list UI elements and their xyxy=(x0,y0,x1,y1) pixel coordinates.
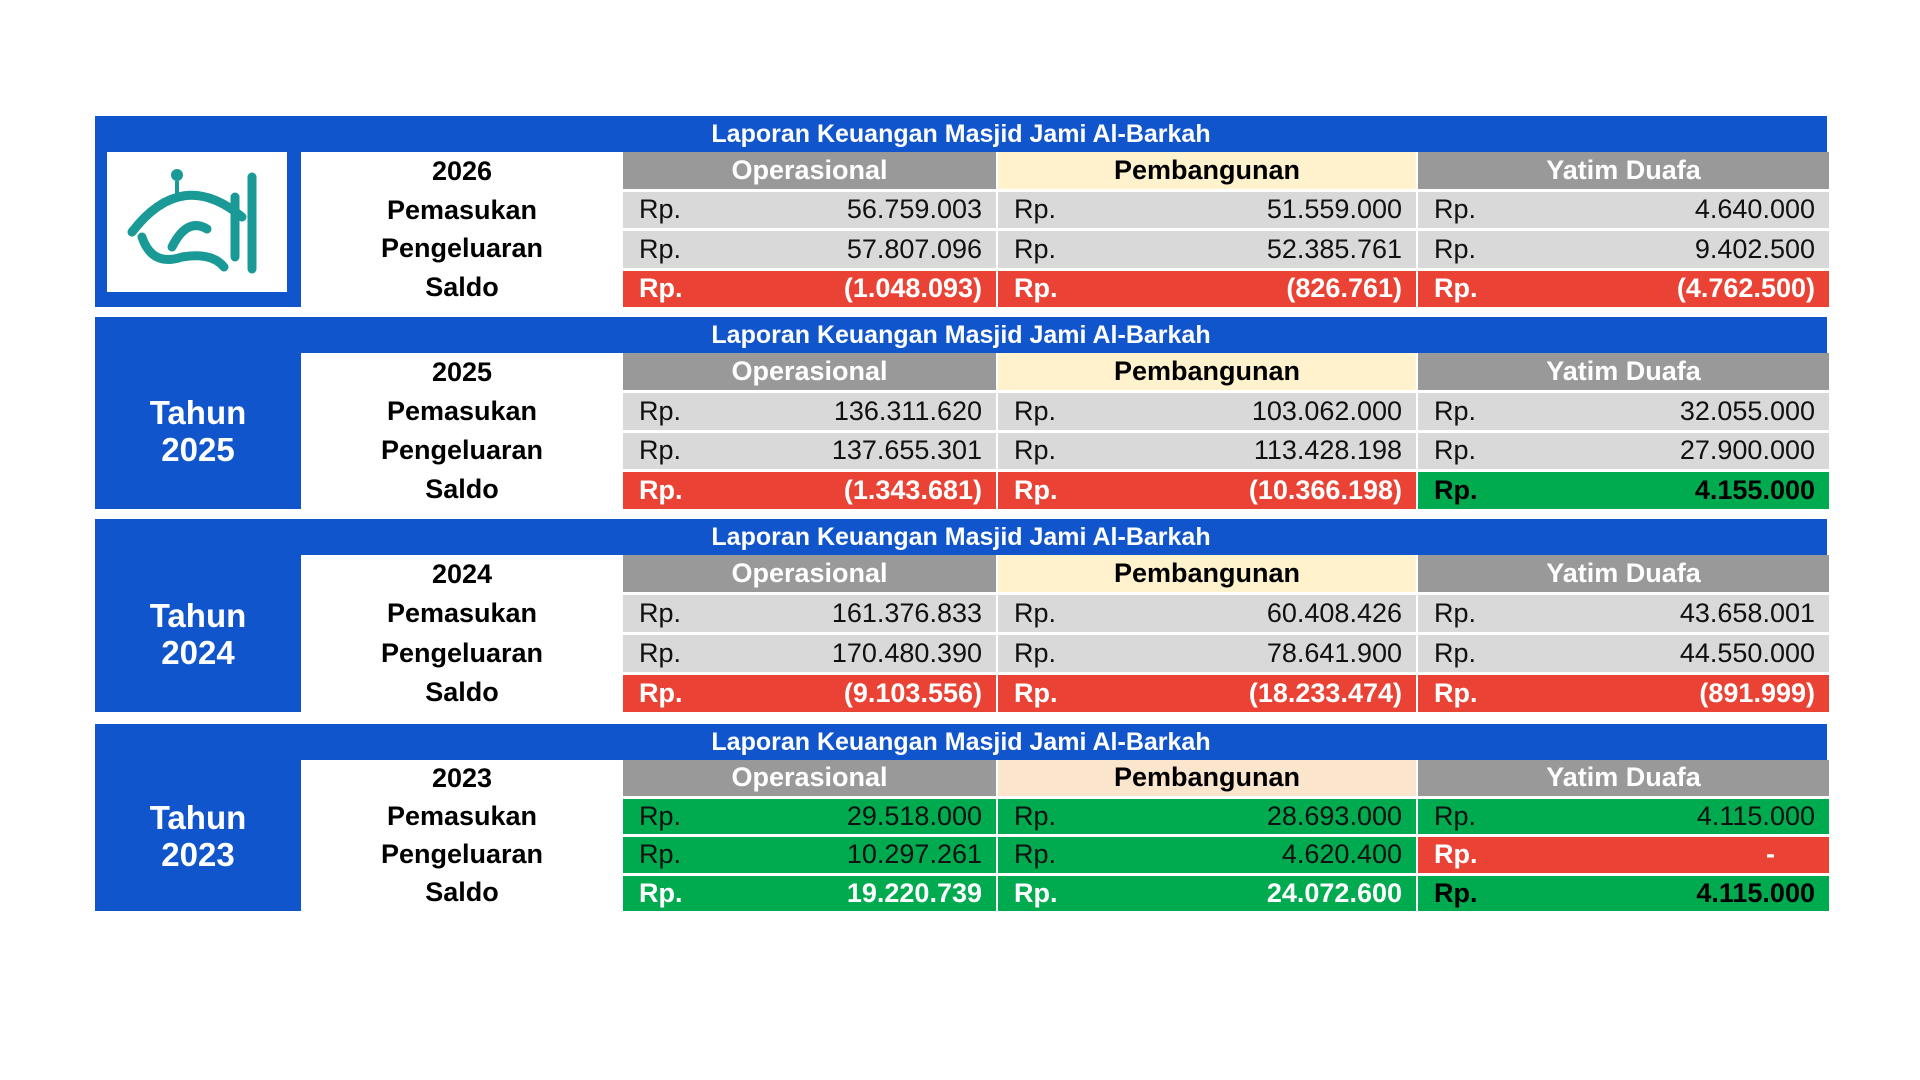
cell-pembangunan-saldo xyxy=(998,675,1416,712)
currency: Rp. xyxy=(639,678,683,708)
label-pengeluaran: Pengeluaran xyxy=(380,637,544,668)
cell-pembangunan-saldo xyxy=(998,472,1416,509)
amount: 32.055.000 xyxy=(1679,395,1815,426)
report-title: Laporan Keuangan Masjid Jami Al-Barkah xyxy=(711,120,1211,148)
cell-pembangunan-pengeluaran xyxy=(998,231,1416,268)
tahun-year: 2025 xyxy=(161,431,235,468)
amount: 28.693.000 xyxy=(1266,800,1402,831)
currency: Rp. xyxy=(639,395,682,426)
amount: 60.408.426 xyxy=(1266,598,1402,628)
amount: 29.518.000 xyxy=(846,800,982,831)
currency: Rp. xyxy=(1014,233,1057,264)
tahun-year: 2023 xyxy=(161,835,235,873)
amount: 170.480.390 xyxy=(831,638,982,668)
label-pengeluaran: Pengeluaran xyxy=(380,233,544,264)
currency: Rp. xyxy=(1014,839,1057,870)
tahun-label: Tahun xyxy=(149,394,247,431)
label-pemasukan: Pemasukan xyxy=(386,396,538,426)
currency: Rp. xyxy=(1014,395,1057,426)
label-saldo: Saldo xyxy=(425,876,499,907)
currency: Rp. xyxy=(1434,839,1478,870)
report-block-2024 xyxy=(95,519,1827,712)
cell-pembangunan-pengeluaran xyxy=(998,635,1416,672)
amount: (826.761) xyxy=(1286,273,1402,304)
currency: Rp. xyxy=(1434,598,1477,628)
amount: 9.402.500 xyxy=(1694,233,1815,264)
amount: 27.900.000 xyxy=(1679,435,1815,466)
amount: 51.559.000 xyxy=(1266,194,1402,225)
currency: Rp. xyxy=(1014,273,1058,304)
amount: 136.311.620 xyxy=(833,395,982,426)
report-block-2023 xyxy=(95,724,1827,911)
currency: Rp. xyxy=(1014,598,1057,628)
cell-operasional-pengeluaran xyxy=(623,231,996,268)
cell-operasional-pengeluaran xyxy=(623,635,996,672)
report-block-2026 xyxy=(95,116,1827,307)
cell-pembangunan-pemasukan xyxy=(998,595,1416,632)
col-header-operasional: Operasional xyxy=(623,152,996,189)
cell-yatim-pemasukan xyxy=(1418,192,1829,229)
currency: Rp. xyxy=(1434,435,1477,466)
amount: 10.297.261 xyxy=(846,839,982,870)
cell-operasional-pemasukan xyxy=(623,192,996,229)
currency: Rp. xyxy=(1434,475,1478,506)
logo xyxy=(107,152,287,292)
currency: Rp. xyxy=(639,598,682,628)
amount: 4.155.000 xyxy=(1694,475,1815,506)
amount: (9.103.556) xyxy=(843,678,982,708)
row-labels xyxy=(301,555,623,712)
col-header-operasional: Operasional xyxy=(623,760,996,796)
data-grid xyxy=(623,353,1827,509)
data-grid xyxy=(623,760,1827,911)
cell-pembangunan-saldo xyxy=(998,271,1416,308)
year-label: 2025 xyxy=(431,357,493,387)
col-header-pembangunan: Pembangunan xyxy=(998,152,1416,189)
data-grid xyxy=(623,555,1827,712)
col-header-operasional: Operasional xyxy=(623,353,996,390)
cell-yatim-pengeluaran xyxy=(1418,433,1829,470)
cell-yatim-pemasukan xyxy=(1418,595,1829,632)
cell-yatim-pengeluaran xyxy=(1418,837,1829,873)
currency: Rp. xyxy=(1014,678,1058,708)
currency: Rp. xyxy=(1014,475,1058,506)
currency: Rp. xyxy=(639,475,683,506)
year-badge xyxy=(95,760,301,911)
currency: Rp. xyxy=(639,435,682,466)
report-title: Laporan Keuangan Masjid Jami Al-Barkah xyxy=(711,523,1211,551)
currency: Rp. xyxy=(639,877,683,908)
cell-operasional-saldo xyxy=(623,271,996,308)
cell-yatim-pemasukan xyxy=(1418,799,1829,835)
currency: Rp. xyxy=(1014,800,1057,831)
amount: (10.366.198) xyxy=(1248,475,1402,506)
currency: Rp. xyxy=(1434,273,1478,304)
cell-operasional-pemasukan xyxy=(623,595,996,632)
amount: - xyxy=(1766,839,1775,870)
cell-operasional-pemasukan xyxy=(623,393,996,430)
cell-yatim-saldo xyxy=(1418,675,1829,712)
al-barakah-logo-icon xyxy=(112,157,282,287)
label-saldo: Saldo xyxy=(425,676,499,707)
currency: Rp. xyxy=(1014,194,1057,225)
currency: Rp. xyxy=(1434,800,1477,831)
report-block-2025 xyxy=(95,317,1827,509)
amount: 4.640.000 xyxy=(1694,194,1815,225)
tahun-year: 2024 xyxy=(161,633,235,671)
currency: Rp. xyxy=(639,194,682,225)
label-pemasukan: Pemasukan xyxy=(386,598,538,629)
amount: 52.385.761 xyxy=(1266,233,1402,264)
col-header-pembangunan: Pembangunan xyxy=(998,555,1416,592)
cell-yatim-pengeluaran xyxy=(1418,635,1829,672)
row-labels xyxy=(301,760,623,911)
report-title: Laporan Keuangan Masjid Jami Al-Barkah xyxy=(711,321,1211,349)
amount: 4.115.000 xyxy=(1696,877,1815,908)
data-grid xyxy=(623,152,1827,307)
cell-yatim-saldo xyxy=(1418,876,1829,912)
currency: Rp. xyxy=(1434,194,1477,225)
cell-yatim-pengeluaran xyxy=(1418,231,1829,268)
cell-operasional-saldo xyxy=(623,675,996,712)
amount: (18.233.474) xyxy=(1248,678,1402,708)
amount: 103.062.000 xyxy=(1251,395,1402,426)
cell-pembangunan-pengeluaran xyxy=(998,837,1416,873)
currency: Rp. xyxy=(639,800,682,831)
amount: (4.762.500) xyxy=(1676,273,1815,304)
year-label: 2026 xyxy=(431,155,493,186)
cell-pembangunan-pemasukan xyxy=(998,192,1416,229)
label-saldo: Saldo xyxy=(425,272,499,303)
amount: 57.807.096 xyxy=(846,233,982,264)
year-label: 2024 xyxy=(431,559,493,590)
label-saldo: Saldo xyxy=(425,474,499,504)
label-pemasukan: Pemasukan xyxy=(386,194,538,225)
amount: 4.115.000 xyxy=(1696,800,1815,831)
col-header-yatim-duafa: Yatim Duafa xyxy=(1418,353,1829,390)
amount: 56.759.003 xyxy=(846,194,982,225)
currency: Rp. xyxy=(1434,678,1478,708)
cell-pembangunan-pemasukan xyxy=(998,393,1416,430)
currency: Rp. xyxy=(1014,877,1058,908)
cell-yatim-saldo xyxy=(1418,472,1829,509)
cell-operasional-saldo xyxy=(623,876,996,912)
currency: Rp. xyxy=(639,638,682,668)
amount: (891.999) xyxy=(1699,678,1815,708)
col-header-yatim-duafa: Yatim Duafa xyxy=(1418,152,1829,189)
amount: 137.655.301 xyxy=(831,435,982,466)
year-badge xyxy=(95,353,301,509)
cell-yatim-saldo xyxy=(1418,271,1829,308)
label-pengeluaran: Pengeluaran xyxy=(380,838,544,869)
currency: Rp. xyxy=(639,273,683,304)
cell-operasional-pemasukan xyxy=(623,799,996,835)
currency: Rp. xyxy=(1434,233,1477,264)
label-pengeluaran: Pengeluaran xyxy=(380,435,544,465)
cell-yatim-pemasukan xyxy=(1418,393,1829,430)
row-labels xyxy=(301,353,623,509)
cell-pembangunan-saldo xyxy=(998,876,1416,912)
row-labels xyxy=(301,152,623,307)
currency: Rp. xyxy=(1434,638,1477,668)
currency: Rp. xyxy=(1014,435,1057,466)
col-header-pembangunan: Pembangunan xyxy=(998,760,1416,796)
cell-operasional-pengeluaran xyxy=(623,837,996,873)
cell-operasional-pengeluaran xyxy=(623,433,996,470)
amount: (1.343.681) xyxy=(843,475,982,506)
currency: Rp. xyxy=(1014,638,1057,668)
amount: 78.641.900 xyxy=(1266,638,1402,668)
cell-pembangunan-pengeluaran xyxy=(998,433,1416,470)
amount: 113.428.198 xyxy=(1253,435,1402,466)
amount: 43.658.001 xyxy=(1679,598,1815,628)
currency: Rp. xyxy=(639,233,682,264)
amount: 24.072.600 xyxy=(1266,877,1402,908)
cell-operasional-saldo xyxy=(623,472,996,509)
year-label: 2023 xyxy=(431,763,493,794)
label-pemasukan: Pemasukan xyxy=(386,801,538,832)
currency: Rp. xyxy=(639,839,682,870)
tahun-label: Tahun xyxy=(149,596,247,634)
col-header-yatim-duafa: Yatim Duafa xyxy=(1418,555,1829,592)
col-header-pembangunan: Pembangunan xyxy=(998,353,1416,390)
amount: (1.048.093) xyxy=(843,273,982,304)
col-header-operasional: Operasional xyxy=(623,555,996,592)
year-badge xyxy=(95,555,301,712)
report-title: Laporan Keuangan Masjid Jami Al-Barkah xyxy=(711,728,1211,756)
amount: 19.220.739 xyxy=(846,877,982,908)
col-header-yatim-duafa: Yatim Duafa xyxy=(1418,760,1829,796)
amount: 44.550.000 xyxy=(1679,638,1815,668)
currency: Rp. xyxy=(1434,877,1478,908)
amount: 161.376.833 xyxy=(831,598,982,628)
tahun-label: Tahun xyxy=(149,798,247,836)
currency: Rp. xyxy=(1434,395,1477,426)
amount: 4.620.400 xyxy=(1281,839,1402,870)
cell-pembangunan-pemasukan xyxy=(998,799,1416,835)
